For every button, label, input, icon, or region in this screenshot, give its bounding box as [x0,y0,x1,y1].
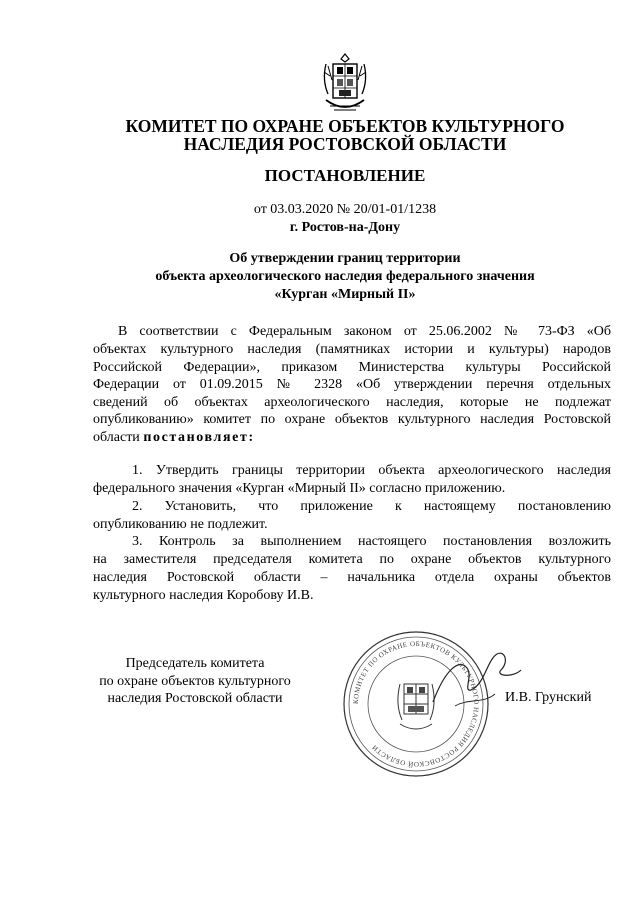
item-3-line: наследия Ростовской области – начальника отдела охраны объектов [93,570,611,585]
date-and-number: от 03.03.2020 № 20/01-01/1238 [253,202,437,217]
item-2-line: 2. Установить, что приложение к настоящему постановлению [132,499,611,514]
handwritten-signature [425,640,525,720]
item-3-line: 3. Контроль за выполнением настоящего постановления возложить [132,534,611,549]
preamble-line: опубликованию» комитет по охране объектов культурного наследия Ростовской [93,412,611,427]
signatory-position-line-1: Председатель комитета [125,656,265,671]
preamble-line: Федерации от 01.09.2015 № 2328 «Об утверждении перечня отдельных [93,377,611,392]
resolves-word: постановляет: [143,430,255,445]
preamble-line: Российской Федерации», приказом Министерства культуры Российской [93,360,611,375]
preamble-line: В соответствии с Федеральным законом от 25.06.2002 № 73-ФЗ «Об [118,324,611,339]
preamble-last-line [93,429,611,447]
signer-name: И.В. Грунский [505,690,592,705]
item-3-line: культурного наследия Коробову И.В. [93,588,314,603]
committee-name-line-1: КОМИТЕТ ПО ОХРАНЕ ОБЪЕКТОВ КУЛЬТУРНОГО [125,116,565,136]
committee-name-line-2: НАСЛЕДИЯ РОСТОВСКОЙ ОБЛАСТИ [183,134,507,154]
signatory-position-line-3: наследия Ростовской области [107,691,283,706]
item-1-line: 1. Утвердить границы территории объекта археологического наследия [132,463,611,478]
item-2-line: опубликованию не подлежит. [93,517,268,532]
subject-line-1: Об утверждении границ территории [229,251,461,266]
preamble-line: сведений об объектах археологического наследия, которые не подлежат [93,395,611,410]
item-1-line: федерального значения «Курган «Мирный II» согласно приложению. [93,481,506,496]
subject-line-3: «Курган «Мирный II» [274,287,416,302]
preamble-line: области [93,430,140,445]
city: г. Ростов-на-Дону [289,220,401,235]
signatory-position-line-2: по охране объектов культурного [99,674,291,689]
subject-line-2: объекта археологического наследия федерального значения [155,269,535,284]
preamble-line: объектах культурного наследия (памятниках истории и культуры) народов [93,342,611,357]
coat-of-arms-icon [318,50,372,120]
document-type: ПОСТАНОВЛЕНИЕ [264,166,426,185]
item-3-line: на заместителя председателя комитета по охране объектов культурного [93,552,611,567]
seal-ring-text: КОМИТЕТ ПО ОХРАНЕ ОБЪЕКТОВ КУЛЬТУРНОГО НАСЛЕДИЯ РОСТОВСКОЙ ОБЛАСТИ [351,639,481,769]
